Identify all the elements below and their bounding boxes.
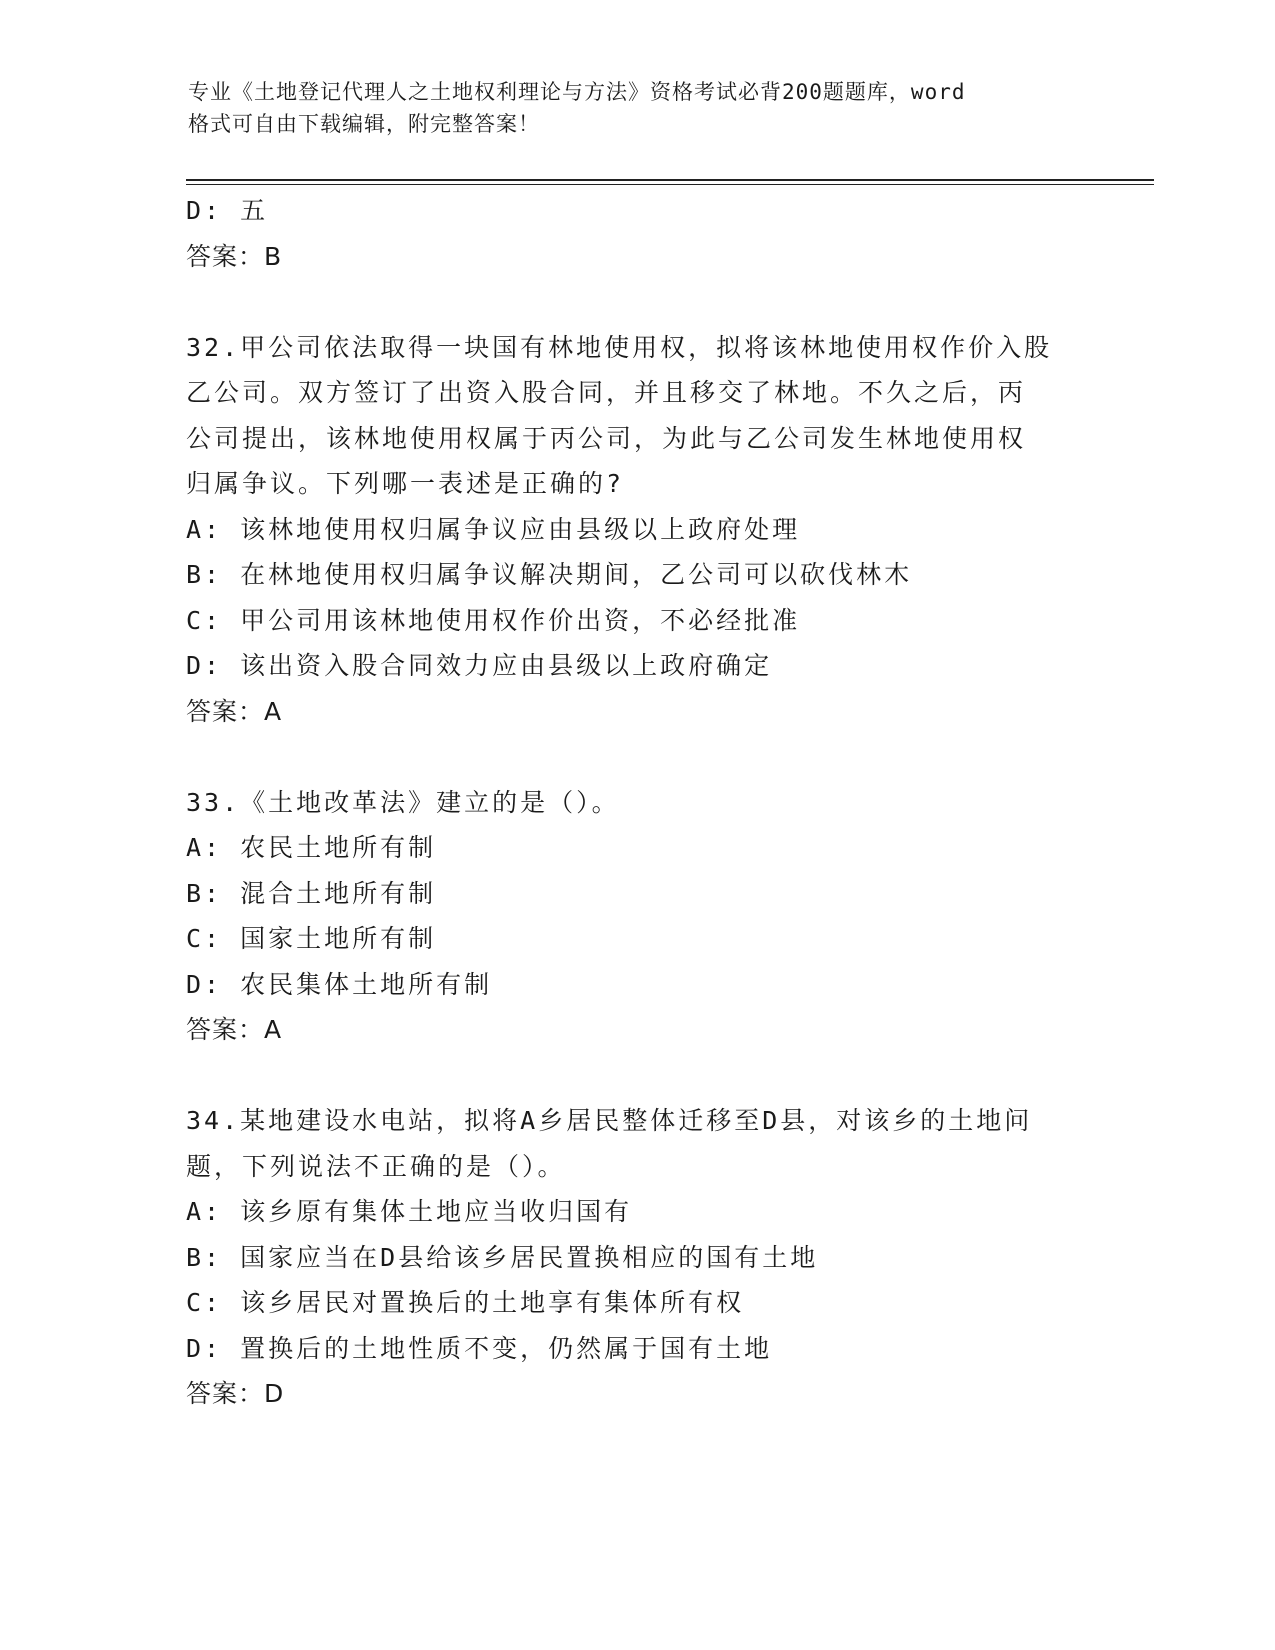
previous-question-tail: [186, 188, 1086, 279]
option-b: B: 国家应当在D县给该乡居民置换相应的国有土地: [186, 1242, 819, 1272]
option-d: D: 农民集体土地所有制: [186, 969, 493, 999]
option-c: C: 甲公司用该林地使用权作价出资，不必经批准: [186, 605, 801, 635]
answer-line: 答案：B: [186, 241, 283, 271]
option-d: D: 置换后的土地性质不变，仍然属于国有土地: [186, 1333, 773, 1363]
header-divider-thick: [186, 179, 1154, 181]
question-33: [186, 780, 1086, 1053]
spacer: [186, 279, 1086, 325]
question-stem-line: 公司提出，该林地使用权属于丙公司，为此与乙公司发生林地使用权: [186, 423, 1027, 453]
option-d: D: 该出资入股合同效力应由县级以上政府确定: [186, 651, 773, 680]
question-content: [186, 188, 1086, 1417]
spacer: [186, 1053, 1086, 1099]
question-stem-line: 33.《土地改革法》建立的是（）。: [186, 787, 620, 817]
question-32: [186, 325, 1086, 735]
answer-line: 答案：A: [186, 1015, 283, 1044]
option-d: D: 五: [186, 196, 269, 225]
question-stem-line: 归属争议。下列哪一表述是正确的?: [186, 469, 625, 498]
question-stem-line: 乙公司。双方签订了出资入股合同，并且移交了林地。不久之后，丙: [186, 378, 1027, 407]
question-stem-line: 34.某地建设水电站，拟将A乡居民整体迁移至D县，对该乡的土地问: [186, 1106, 1033, 1135]
header-line-1: 专业《土地登记代理人之土地权利理论与方法》资格考试必背200题题库，word: [188, 80, 966, 104]
option-a: A: 该林地使用权归属争议应由县级以上政府处理: [186, 514, 801, 544]
option-b: B: 在林地使用权归属争议解决期间，乙公司可以砍伐林木: [186, 560, 913, 589]
option-b: B: 混合土地所有制: [186, 878, 437, 908]
answer-line: 答案：A: [186, 696, 283, 726]
question-stem-line: 题，下列说法不正确的是（）。: [186, 1151, 566, 1181]
document-header: [188, 76, 1088, 140]
question-34: [186, 1098, 1086, 1417]
header-divider-thin: [186, 184, 1154, 185]
answer-line: 答案：D: [186, 1379, 285, 1408]
question-stem-line: 32.甲公司依法取得一块国有林地使用权，拟将该林地使用权作价入股: [186, 332, 1053, 362]
header-line-2: 格式可自由下载编辑，附完整答案！: [188, 112, 540, 136]
option-c: C: 国家土地所有制: [186, 924, 437, 953]
option-a: A: 农民土地所有制: [186, 833, 437, 862]
spacer: [186, 734, 1086, 780]
option-c: C: 该乡居民对置换后的土地享有集体所有权: [186, 1288, 745, 1317]
option-a: A: 该乡原有集体土地应当收归国有: [186, 1197, 633, 1226]
